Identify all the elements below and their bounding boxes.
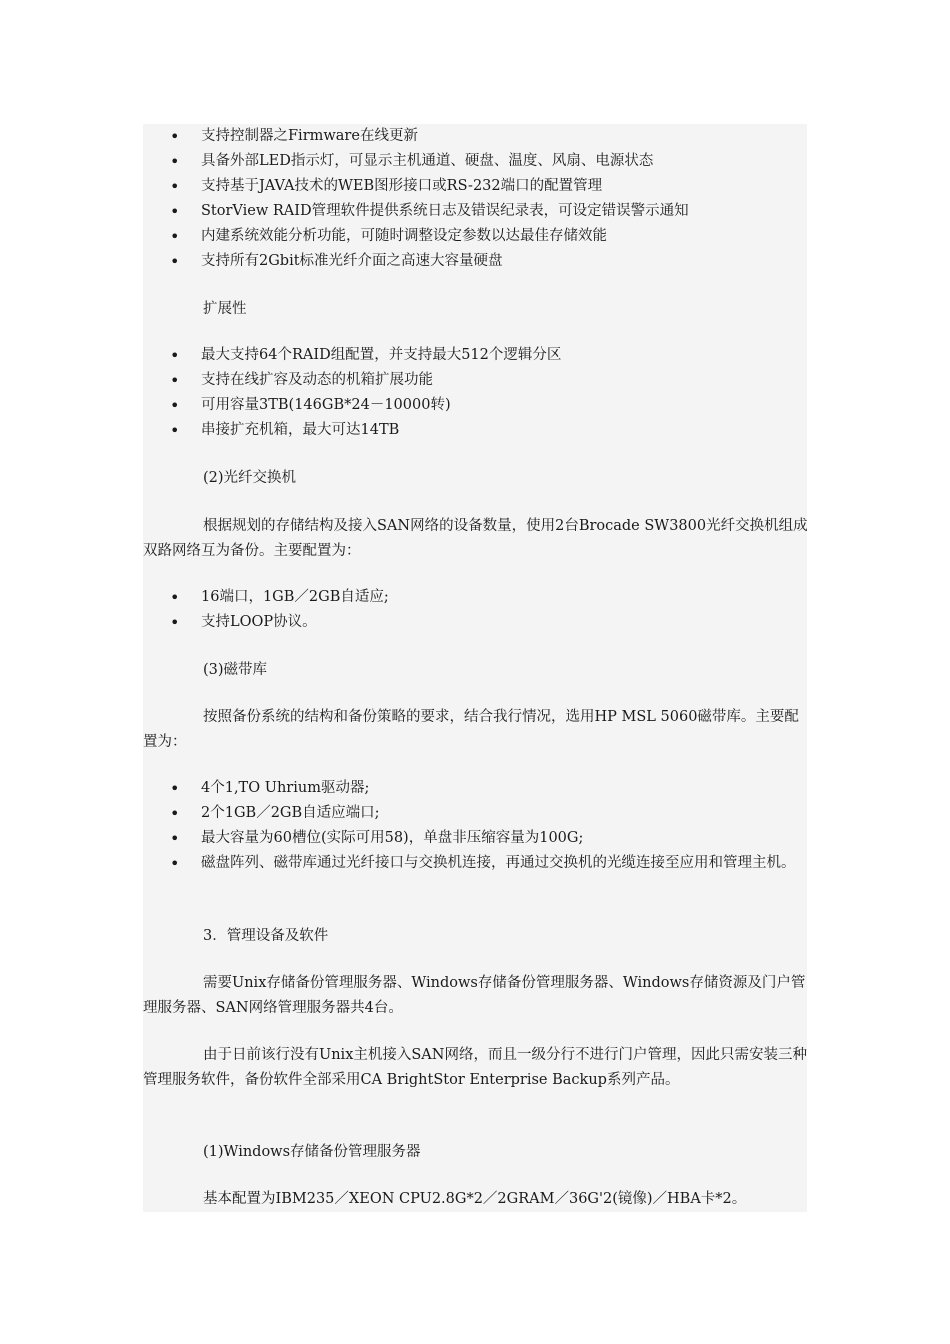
paragraph-tape-library: 按照备份系统的结构和备份策略的要求，结合我行情况，选用HP MSL 5060磁带库。主要配置为：	[143, 709, 799, 750]
paragraph-management-servers: 需要Unix存储备份管理服务器、Windows存储备份管理服务器、Windows存储资源及门户管理服务器、SAN网络管理服务器共4台。	[143, 975, 806, 1016]
tape-config-list-block	[143, 776, 813, 876]
tape-config-list	[143, 776, 813, 876]
list-item: • 磁盘阵列、磁带库通过光纤接口与交换机连接，再通过交换机的光缆连接至应用和管理主机。	[143, 851, 813, 876]
list-item: • 串接扩充机箱，最大可达14TB	[143, 418, 813, 443]
switch-config-list-block	[143, 585, 813, 635]
list-item: • 内建系统效能分析功能，可随时调整设定参数以达最佳存储效能	[143, 224, 813, 249]
list-item: • 支持所有2Gbit标准光纤介面之高速大容量硬盘	[143, 249, 813, 274]
paragraph-windows-backup-config: 基本配置为IBM235／XEON CPU2.8G*2／2GRAM／36G'2(镜像)／HBA卡*2。	[203, 1191, 747, 1207]
expand-list	[143, 343, 813, 443]
list-item: • 可用容量3TB(146GB*24－10000转)	[143, 393, 813, 418]
heading-fiber-switch: (2)光纤交换机	[203, 470, 297, 486]
list-item: • 2个1GB／2GB自适应端口;	[143, 801, 813, 826]
list-item: • 具备外部LED指示灯，可显示主机通道、硬盘、温度、风扇、电源状态	[143, 149, 813, 174]
heading-tape-library: (3)磁带库	[203, 662, 268, 678]
list-item: • StorView RAID管理软件提供系统日志及错误纪录表，可设定错误警示通知	[143, 199, 813, 224]
heading-windows-backup-server: (1)Windows存储备份管理服务器	[203, 1144, 421, 1160]
switch-config-list	[143, 585, 813, 635]
raid-features-list-block	[143, 124, 813, 274]
list-item: • 4个1,TO Uhrium驱动器;	[143, 776, 813, 801]
heading-expandability: 扩展性	[203, 301, 247, 317]
list-item: • 16端口，1GB／2GB自适应;	[143, 585, 813, 610]
list-item: • 支持LOOP协议。	[143, 610, 813, 635]
list-item: • 支持在线扩容及动态的机箱扩展功能	[143, 368, 813, 393]
list-item: • 最大容量为60槽位(实际可用58)，单盘非压缩容量为100G;	[143, 826, 813, 851]
expand-list-block	[143, 343, 813, 443]
heading-management: 3．管理设备及软件	[203, 928, 329, 944]
paragraph-management-software: 由于日前该行没有Unix主机接入SAN网络，而且一级分行不进行门户管理，因此只需安装三种管理服务软件，备份软件全部采用CA BrightStor Enterprise Backup系列产品。	[143, 1047, 807, 1088]
list-item: • 最大支持64个RAID组配置，并支持最大512个逻辑分区	[143, 343, 813, 368]
list-item: • 支持控制器之Firmware在线更新	[143, 124, 813, 149]
list-item: • 支持基于JAVA技术的WEB图形接口或RS-232端口的配置管理	[143, 174, 813, 199]
paragraph-fiber-switch: 根据规划的存储结构及接入SAN网络的设备数量，使用2台Brocade SW3800光纤交换机组成双路网络互为备份。主要配置为：	[143, 518, 808, 559]
raid-features-list	[143, 124, 813, 274]
